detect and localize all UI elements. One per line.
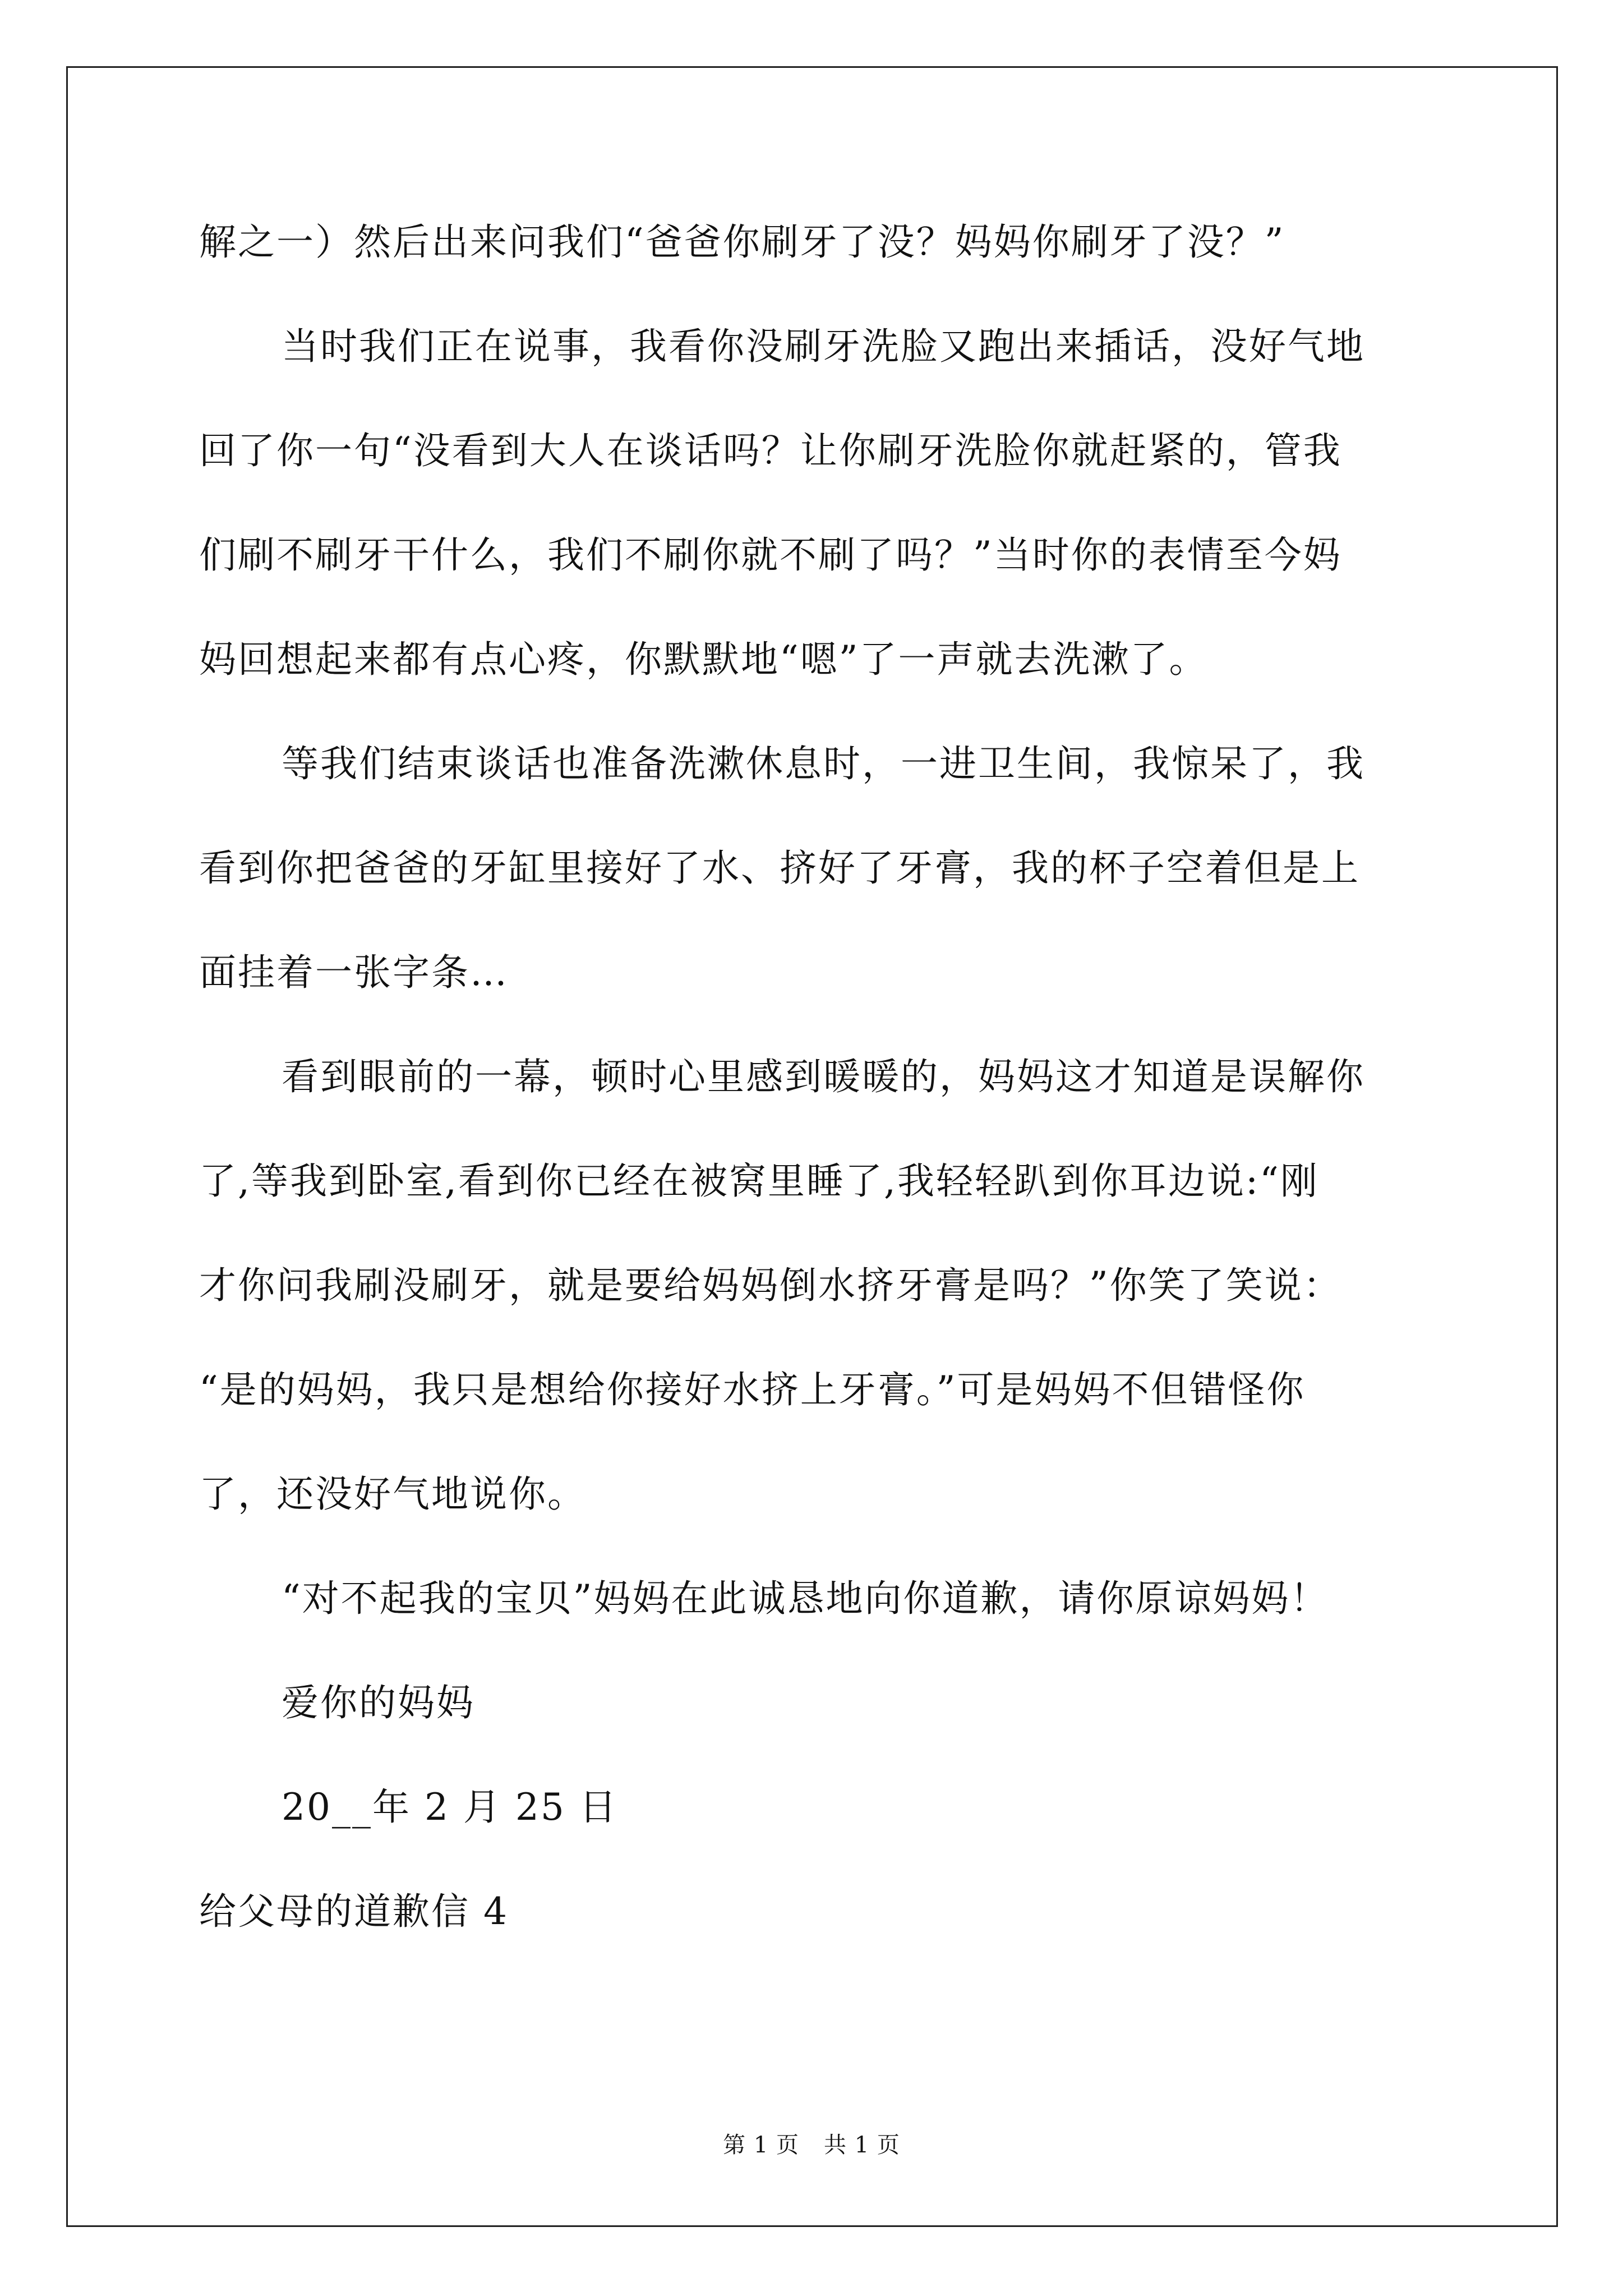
page-footer <box>0 2127 1623 2159</box>
text-line: 才你问我刷没刷牙，就是要给妈妈倒水挤牙膏是吗？”你笑了笑说： <box>199 1264 1342 1307</box>
text-line: 了,等我到卧室,看到你已经在被窝里睡了,我轻轻趴到你耳边说:“刚 <box>199 1159 1319 1203</box>
text-line: 们刷不刷牙干什么，我们不刷你就不刷了吗？”当时你的表情至今妈 <box>199 533 1342 577</box>
paragraph-start: 当时我们正在说事，我看你没刷牙洗脸又跑出来插话，没好气地 <box>282 325 1365 368</box>
signature: 爱你的妈妈 <box>282 1681 475 1724</box>
document-body <box>199 219 1422 1993</box>
text-line: 面挂着一张字条… <box>199 951 509 994</box>
text-line: 回了你一句“没看到大人在谈话吗？让你刷牙洗脸你就赶紧的，管我 <box>199 429 1342 472</box>
text-line: 看到你把爸爸的牙缸里接好了水、挤好了牙膏，我的杯子空着但是上 <box>199 846 1360 890</box>
date-line: 20__年 2 月 25 日 <box>282 1786 618 1829</box>
apology-line: “对不起我的宝贝”妈妈在此诚恳地向你道歉，请你原谅妈妈！ <box>282 1577 1329 1620</box>
text-line: 了，还没好气地说你。 <box>199 1473 586 1516</box>
text-line: 解之一）然后出来问我们“爸爸你刷牙了没？妈妈你刷牙了没？” <box>199 220 1285 264</box>
text-line: 妈回想起来都有点心疼，你默默地“嗯”了一声就去洗漱了。 <box>199 638 1208 681</box>
section-heading: 给父母的道歉信 4 <box>199 1890 509 1933</box>
paragraph-start: 等我们结束谈话也准备洗漱休息时，一进卫生间，我惊呆了，我 <box>282 742 1365 785</box>
page-number: 第 1 页 <box>723 2132 799 2158</box>
text-line: “是的妈妈，我只是想给你接好水挤上牙膏。”可是妈妈不但错怪你 <box>199 1368 1306 1411</box>
paragraph-start: 看到眼前的一幕，顿时心里感到暖暖的，妈妈这才知道是误解你 <box>282 1055 1365 1098</box>
page-total: 共 1 页 <box>824 2132 900 2158</box>
